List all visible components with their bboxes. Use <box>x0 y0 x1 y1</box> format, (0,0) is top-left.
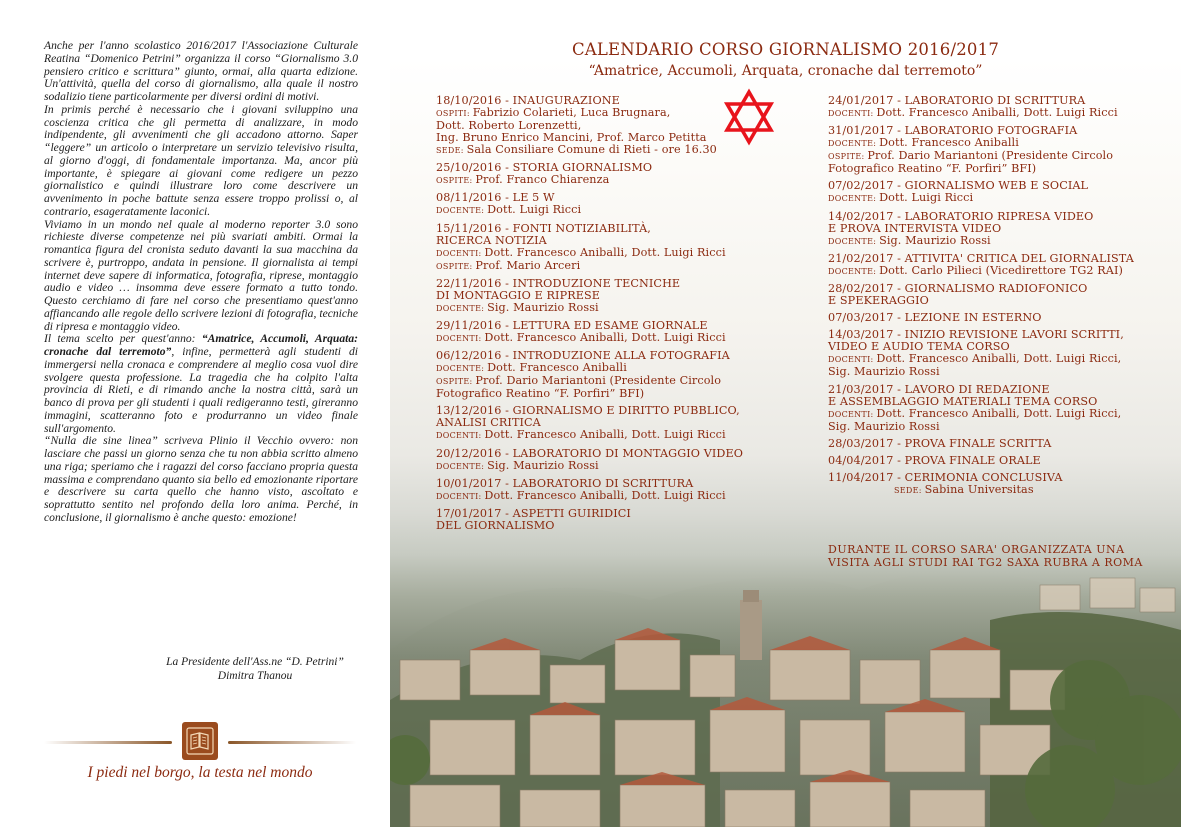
entry-detail-text: Fabrizio Colarieti, Luca Brugnara, <box>472 106 671 119</box>
entry-detail-label: DOCENTI: <box>436 431 485 441</box>
intro-paragraph-5: “Nulla die sine linea” scriveva Plinio il Vecchio ovvero: non lasciare che passi un giorno senza che tu non abbia scritto almeno una riga; speriamo che i ragazzi del corso facciano propria questa massima e comprendano quanto sia bello ed emozionante riportare e descrivere su carta quello che hanno visto, ascoltato e soprattutto sentito nel profondo della loro anima. Perché, in conclusione, il giornalismo è anche questo: emozione! <box>44 434 358 524</box>
schedule-entry <box>436 223 796 273</box>
entry-detail-text: Ing. Bruno Enrico Mancini, Prof. Marco Petitta <box>436 131 707 144</box>
entry-detail-text: Fotografico Reatino “F. Porfiri” BFI) <box>436 387 645 401</box>
entry-detail-text: Prof. Dario Mariantoni (Presidente Circolo <box>475 374 722 388</box>
entry-detail <box>436 332 796 345</box>
entry-detail <box>436 144 796 157</box>
entry-detail <box>436 204 796 217</box>
signature-name: Dimitra Thanou <box>217 670 293 682</box>
schedule-entry <box>828 329 1173 378</box>
entry-detail-label: DOCENTE: <box>436 461 488 471</box>
entry-detail-text: Prof. Dario Mariantoni (Presidente Circolo <box>867 149 1114 163</box>
entry-heading: 07/03/2017 - LEZIONE IN ESTERNO <box>828 311 1042 325</box>
entry-detail-text: Dott. Francesco Aniballi, Dott. Luigi Ricci <box>876 106 1118 119</box>
schedule-entry <box>436 405 796 442</box>
schedule-entry <box>828 95 1173 120</box>
entry-heading: 28/02/2017 - GIORNALISMO RADIOFONICO <box>828 281 1088 295</box>
schedule-entry <box>436 162 796 187</box>
entry-heading: 06/12/2016 - INTRODUZIONE ALLA FOTOGRAFIA <box>436 349 730 363</box>
schedule-entry <box>828 180 1173 205</box>
entry-heading: 29/11/2016 - LETTURA ED ESAME GIORNALE <box>436 318 708 332</box>
schedule-entry <box>828 472 1173 497</box>
entry-detail-label: DOCENTE: <box>828 194 880 204</box>
final-note-line-1: DURANTE IL CORSO SARA' ORGANIZZATA UNA <box>828 543 1125 556</box>
entry-detail-text: Dott. Luigi Ricci <box>487 203 582 217</box>
entry-detail-text: Sig. Maurizio Rossi <box>487 458 599 472</box>
entry-detail-label: OSPITE: <box>436 176 476 186</box>
entry-detail-label: DOCENTI: <box>828 355 877 365</box>
entry-detail-label: DOCENTE: <box>828 236 880 246</box>
entry-heading: 10/01/2017 - LABORATORIO DI SCRITTURA <box>436 476 694 490</box>
entry-detail <box>436 429 796 442</box>
motto: I piedi nel borgo, la testa nel mondo <box>87 764 313 781</box>
entry-detail-label: DOCENTI: <box>828 109 877 118</box>
entry-detail-text: Sig. Maurizio Rossi <box>828 419 940 433</box>
entry-heading: 31/01/2017 - LABORATORIO FOTOGRAFIA <box>828 124 1078 138</box>
entry-detail-label: DOCENTE: <box>828 266 880 276</box>
entry-detail-text: Dott. Luigi Ricci <box>879 191 974 205</box>
entry-heading-continued: VIDEO E AUDIO TEMA CORSO <box>828 340 1010 354</box>
schedule-entry <box>436 448 796 473</box>
entry-detail-text: Dott. Carlo Pilieci (Vicedirettore TG2 RAI) <box>879 263 1123 277</box>
entry-detail-text: Dott. Francesco Aniballi, Dott. Luigi Ricci <box>484 245 726 259</box>
schedule-entry <box>828 253 1173 278</box>
entry-heading: 21/03/2017 - LAVORO DI REDAZIONE <box>828 382 1050 396</box>
entry-detail <box>436 490 796 503</box>
schedule-entry <box>828 438 1173 450</box>
entry-detail <box>828 366 1173 378</box>
entry-detail <box>436 260 796 273</box>
schedule-column-1 <box>436 95 796 532</box>
schedule-entry <box>828 211 1173 248</box>
entry-detail <box>828 163 1173 175</box>
entry-heading: 17/01/2017 - ASPETTI GUIRIDICI <box>436 506 631 520</box>
signature-role: La Presidente dell'Ass.ne “D. Petrini” <box>166 656 344 668</box>
schedule-entry <box>436 478 796 503</box>
entry-heading-continued: RICERCA NOTIZIA <box>436 233 547 247</box>
entry-detail <box>828 107 1173 120</box>
entry-heading: 08/11/2016 - LE 5 W <box>436 191 555 205</box>
intro-paragraph-2: In primis perché è necessario che i giovani sviluppino una coscienza critica che gli permetta di analizzare, in modo indipendente, gli avvenimenti che gli accadono attorno. Saper “leggere” un articolo o interpretare un servizio televisivo risulta, al giorno d'oggi, di fondamentale importanza. Ma, ancor più importante, è spiegare ai giovani come redigere un pezzo giornalistico e quindi illustrare loro come descrivere un avvenimento in poche battute senza essere troppo prolissi o, al contrario, esageratamente laconici. <box>44 102 358 218</box>
schedule-entry <box>828 384 1173 433</box>
entry-heading: 22/11/2016 - INTRODUZIONE TECNICHE <box>436 276 681 290</box>
entry-detail-text: Dott. Francesco Aniballi, Dott. Luigi Ricci <box>484 330 726 344</box>
schedule-entry <box>436 320 796 345</box>
entry-detail-label: DOCENTI: <box>436 248 485 258</box>
entry-detail-label: DOCENTI: <box>828 409 877 419</box>
entry-detail-label: DOCENTE: <box>436 364 488 374</box>
entry-detail <box>436 460 796 473</box>
entry-heading: 25/10/2016 - STORIA GIORNALISMO <box>436 161 653 175</box>
schedule-column-2 <box>828 95 1173 497</box>
entry-detail-label: DOCENTI: <box>436 491 485 501</box>
entry-detail-text: Dott. Francesco Aniballi, Dott. Luigi Ricci <box>484 488 726 502</box>
entry-detail <box>436 388 796 400</box>
entry-detail <box>436 174 796 187</box>
schedule-entry <box>828 283 1173 307</box>
schedule-entry <box>436 350 796 400</box>
final-note <box>828 540 1173 569</box>
entry-detail-label: OSPITI: <box>436 109 473 118</box>
entry-detail <box>828 192 1173 205</box>
entry-detail-text: Dott. Roberto Lorenzetti, <box>436 119 582 132</box>
entry-detail <box>828 421 1173 433</box>
entry-detail-label: DOCENTE: <box>436 303 488 313</box>
entry-detail-text: Sabina Universitas <box>924 483 1034 497</box>
entry-heading: 04/04/2017 - PROVA FINALE ORALE <box>828 453 1041 467</box>
entry-heading: 21/02/2017 - ATTIVITA' CRITICA DEL GIORNALISTA <box>828 251 1134 265</box>
entry-detail-text: Dott. Francesco Aniballi, Dott. Luigi Ricci, <box>876 352 1122 366</box>
entry-detail-text: Sala Consiliare Comune di Rieti - ore 16.30 <box>466 143 717 156</box>
entry-detail-text: Prof. Mario Arceri <box>475 258 581 272</box>
schedule-entry <box>828 125 1173 175</box>
intro-text <box>44 40 358 525</box>
entry-detail-text: Fotografico Reatino “F. Porfiri” BFI) <box>828 162 1037 176</box>
entry-detail <box>436 302 796 315</box>
book-logo-icon <box>182 722 218 760</box>
intro-paragraph-3: Viviamo in un mondo nel quale al moderno reporter 3.0 sono richieste diverse competenze nei più svariati ambiti. Ormai la romantica figura del cronista seduto davanti la sua macchina da scrivere è, purtroppo, andata in pensione. Il giornalista ai tempi internet deve sapere di informatica, fotografia, riprese, montaggio audio e video … insomma deve essere formato a tutto tondo. Questo cerchiamo di fare nel corso che presentiamo quest'anno affiancando alle regole dello scrivere lezioni di fotografia, tecniche di ripresa e montaggio video. <box>44 217 358 333</box>
left-panel <box>0 0 390 827</box>
entry-heading: 14/02/2017 - LABORATORIO RIPRESA VIDEO <box>828 209 1094 223</box>
entry-heading-continued: DEL GIORNALISMO <box>436 518 555 532</box>
entry-detail-text: Dott. Francesco Aniballi, Dott. Luigi Ricci <box>484 428 726 442</box>
entry-heading-continued: E ASSEMBLAGGIO MATERIALI TEMA CORSO <box>828 394 1098 408</box>
entry-detail <box>828 265 1173 278</box>
final-note-line-2: VISITA AGLI STUDI RAI TG2 SAXA RUBRA A ROMA <box>828 556 1143 569</box>
entry-detail-text: Dott. Francesco Aniballi <box>487 361 627 375</box>
entry-heading: 15/11/2016 - FONTI NOTIZIABILITÀ, <box>436 221 651 235</box>
entry-heading: 20/12/2016 - LABORATORIO DI MONTAGGIO VIDEO <box>436 446 743 460</box>
entry-detail-text: Dott. Francesco Aniballi, Dott. Luigi Ricci, <box>876 406 1122 420</box>
calendar-title: CALENDARIO CORSO GIORNALISMO 2016/2017 <box>571 40 1000 59</box>
schedule-entry <box>436 192 796 217</box>
entry-heading-continued: E PROVA INTERVISTA VIDEO <box>828 221 1002 235</box>
entry-heading: 07/02/2017 - GIORNALISMO WEB E SOCIAL <box>828 179 1089 193</box>
entry-detail-label: DOCENTE: <box>436 206 488 216</box>
entry-heading: 13/12/2016 - GIORNALISMO E DIRITTO PUBBLICO, <box>436 404 740 418</box>
entry-detail-text: Sig. Maurizio Rossi <box>828 365 940 379</box>
calendar-subtitle: “Amatrice, Accumoli, Arquata, cronache dal terremoto” <box>588 63 983 79</box>
entry-heading: 11/04/2017 - CERIMONIA CONCLUSIVA <box>828 471 1063 485</box>
logo-row <box>44 722 356 762</box>
entry-detail <box>828 484 1173 497</box>
entry-detail-text: Dott. Francesco Aniballi <box>879 136 1019 150</box>
entry-detail-label: DOCENTE: <box>828 139 880 149</box>
entry-detail-label: OSPITE: <box>436 377 476 387</box>
schedule-entry <box>828 455 1173 467</box>
signature <box>150 655 360 683</box>
entry-detail-text: Sig. Maurizio Rossi <box>879 233 991 247</box>
intro-paragraph-4 <box>44 333 358 435</box>
logo-divider-left <box>44 741 172 744</box>
entry-detail-label: OSPITE: <box>828 152 868 162</box>
entry-detail-label: SEDE: <box>436 146 467 155</box>
entry-heading-continued: E SPEKERAGGIO <box>828 293 929 307</box>
entry-heading: 14/03/2017 - INIZIO REVISIONE LAVORI SCRITTI, <box>828 328 1124 342</box>
entry-heading-continued: ANALISI CRITICA <box>436 416 541 430</box>
schedule-entry <box>828 312 1173 324</box>
entry-detail-text: Sig. Maurizio Rossi <box>487 300 599 314</box>
entry-detail-label: DOCENTI: <box>436 333 485 343</box>
schedule-entry <box>436 278 796 315</box>
entry-detail <box>828 235 1173 248</box>
entry-detail-text: Prof. Franco Chiarenza <box>475 173 610 187</box>
entry-heading-continued: DI MONTAGGIO E RIPRESE <box>436 288 601 302</box>
schedule-entry <box>436 95 796 157</box>
schedule-entry <box>436 508 796 532</box>
intro-p4-post: , infine, permetterà agli studenti di immergersi nella cronaca e comprendere al meglio cosa vuol dire svolgere questa professione. La tragedia che ha colpito l'alta provincia di Rieti, e di rimando anche la nostra città, sarà un banco di prova per gli studenti i quali redigeranno testi, gireranno immagini, scatteranno foto e produrranno un video finale sull'argomento. <box>44 345 359 435</box>
intro-paragraph-1: Anche per l'anno scolastico 2016/2017 l'Associazione Culturale Reatina “Domenico Petrini” organizza il corso “Giornalismo 3.0 pensiero critico e scrittura” giunto, ormai, alla quarta edizione. Un'attività, quella del corso di giornalismo, alla quale il nostro sodalizio tiene particolarmente per diversi ordini di motivi. <box>44 39 358 103</box>
logo-divider-right <box>228 741 356 744</box>
entry-heading: 18/10/2016 - INAUGURAZIONE <box>436 94 620 107</box>
intro-p4-pre: Il tema scelto per quest'anno: <box>44 332 202 346</box>
intro-p4-theme: “Amatrice, Accumoli, Arquata: cronache dal terremoto” <box>44 332 358 358</box>
entry-heading: 28/03/2017 - PROVA FINALE SCRITTA <box>828 436 1052 450</box>
entry-detail-label: OSPITE: <box>436 261 476 271</box>
entry-detail-label: SEDE: <box>894 486 925 496</box>
entry-heading: 24/01/2017 - LABORATORIO DI SCRITTURA <box>828 94 1086 107</box>
